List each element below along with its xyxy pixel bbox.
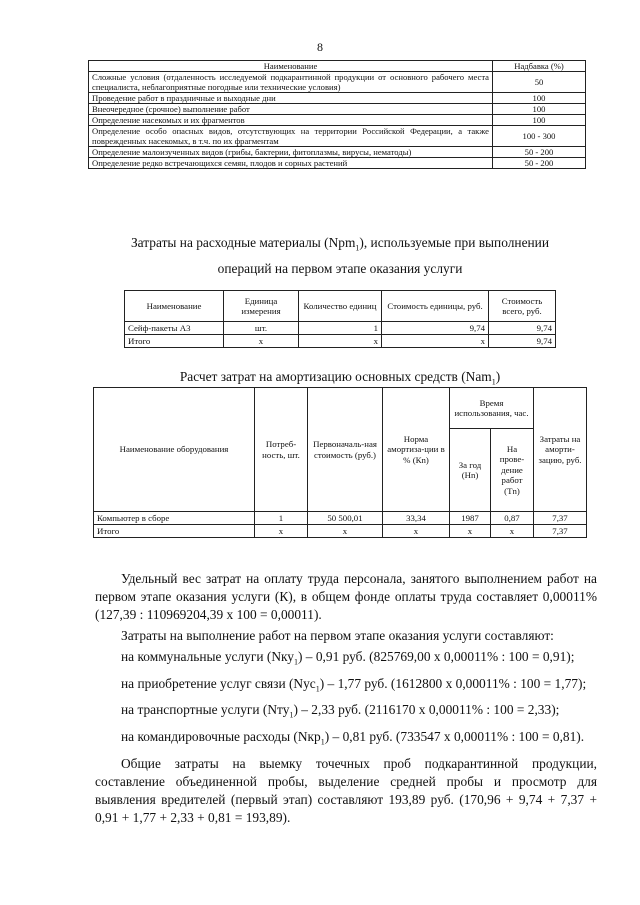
cell-total-cost: 9,74: [489, 322, 556, 335]
cell-unit-cost: х: [382, 335, 489, 348]
paragraph-labor-share: Удельный вес затрат на оплату труда персонала, занятого выполнением работ на первом этапе оказания услуги (К), в общем фонде оплаты труда составляет 0,00011% (127,39 : 110969204,39 х 100 = 0,00011).: [95, 571, 597, 622]
cell-norm: 33,34: [383, 512, 450, 525]
column-header-surcharge: Надбавка (%): [493, 61, 586, 72]
paragraph-costs-intro: Затраты на выполнение работ на первом этапе оказания услуги составляют:: [121, 628, 554, 643]
paragraph-total: Общие затраты на выемку точечных проб подкарантинной продукции, составление объединенной пробы, выделение средней пробы и просмотр для выявления вредителей (первый этап) составляют 193,89 руб. (170,96 + 9,74 + 7,37 + 0,91 + 1,77 + 2,33 + 0,81 = 193,89).: [95, 755, 597, 825]
table-row: [94, 512, 587, 525]
row-name: Внеочередное (срочное) выполнение работ: [89, 104, 493, 115]
cell-name: Сейф-пакеты А3: [125, 322, 224, 335]
cell-quantity: 1: [299, 322, 382, 335]
column-header-unit-cost: Стоимость единицы, руб.: [382, 291, 489, 322]
cell-equipment: Итого: [94, 525, 255, 538]
cell-per-work: х: [491, 525, 534, 538]
column-header-per-year: За год (Нn): [450, 429, 491, 512]
cell-depreciation: 7,37: [534, 525, 587, 538]
depreciation-heading: Расчет затрат на амортизацию основных средств (Nam$_1$): [179, 369, 501, 387]
table-total-row: [125, 335, 556, 348]
cell-unit-cost: 9,74: [382, 322, 489, 335]
surcharge-table: [88, 60, 586, 169]
cell-need: 1: [255, 512, 308, 525]
table-row: [89, 158, 586, 169]
materials-table: [124, 290, 556, 348]
materials-heading: Затраты на расходные материалы (Npm$_1$), используемые при выполнении операций на первом этапе оказания услуги: [130, 235, 550, 276]
column-header-per-work: На прове-дение работ (Тn): [491, 429, 534, 512]
column-header-total-cost: Стоимость всего, руб.: [489, 291, 556, 322]
cell-initial-cost: х: [308, 525, 383, 538]
row-value: 50 - 200: [493, 147, 586, 158]
paragraph-travel: на командировочные расходы (Nкр$_1$) – 0,81 руб. (733547 х 0,00011% : 100 = 0,81).: [121, 729, 585, 747]
column-header-initial-cost: Первоначаль-ная стоимость (руб.): [308, 388, 383, 512]
cell-depreciation: 7,37: [534, 512, 587, 525]
row-value: 100 - 300: [493, 126, 586, 147]
column-header-quantity: Количество единиц: [299, 291, 382, 322]
table-row: [89, 93, 586, 104]
cell-need: х: [255, 525, 308, 538]
column-header-time: Время использования, час.: [450, 388, 534, 429]
table-row: [125, 322, 556, 335]
table-row: [89, 147, 586, 158]
row-name: Определение малоизученных видов (грибы, бактерии, фитоплазмы, вирусы, нематоды): [89, 147, 493, 158]
column-header-name: Наименование: [89, 61, 493, 72]
row-value: 100: [493, 115, 586, 126]
row-name: Определение особо опасных видов, отсутствующих на территории Российской Федерации, а также поврежденных насекомых, в т.ч. по их фрагментам: [89, 126, 493, 147]
cell-unit: шт.: [224, 322, 299, 335]
row-name: Сложные условия (отдаленность исследуемой подкарантинной продукции от основного рабочего места специалиста, неблагоприятные погодные или технические условия): [89, 72, 493, 93]
column-header-equipment: Наименование оборудования: [94, 388, 255, 512]
row-name: Определение насекомых и их фрагментов: [89, 115, 493, 126]
paragraph-utilities: на коммунальные услуги (Nку$_1$) – 0,91 руб. (825769,00 х 0,00011% : 100 = 0,91);: [121, 649, 575, 667]
cell-per-year: 1987: [450, 512, 491, 525]
column-header-name: Наименование: [125, 291, 224, 322]
table-header-row: [94, 388, 587, 429]
row-name: Определение редко встречающихся семян, плодов и сорных растений: [89, 158, 493, 169]
table-total-row: [94, 525, 587, 538]
body-text: [95, 570, 597, 827]
depreciation-table: [93, 387, 587, 538]
paragraph-transport: на транспортные услуги (Nту$_1$) – 2,33 руб. (2116170 х 0,00011% : 100 = 2,33);: [121, 702, 560, 721]
column-header-unit: Единица измерения: [224, 291, 299, 322]
row-value: 100: [493, 104, 586, 115]
row-value: 50 - 200: [493, 158, 586, 169]
column-header-norm: Норма амортиза-ции в % (Кn): [383, 388, 450, 512]
cell-unit: х: [224, 335, 299, 348]
paragraph-communications: на приобретение услуг связи (Nус$_1$) – 1,77 руб. (1612800 х 0,00011% : 100 = 1,77);: [121, 675, 587, 694]
cell-total-cost: 9,74: [489, 335, 556, 348]
page-number: 8: [317, 40, 323, 54]
row-value: 100: [493, 93, 586, 104]
table-row: [89, 115, 586, 126]
row-value: 50: [493, 72, 586, 93]
row-name: Проведение работ в праздничные и выходные дни: [89, 93, 493, 104]
cell-quantity: х: [299, 335, 382, 348]
cell-per-work: 0,87: [491, 512, 534, 525]
table-header-row: [125, 291, 556, 322]
table-row: [89, 104, 586, 115]
cell-norm: х: [383, 525, 450, 538]
table-row: [89, 72, 586, 93]
table-row: [89, 126, 586, 147]
cell-initial-cost: 50 500,01: [308, 512, 383, 525]
cell-per-year: х: [450, 525, 491, 538]
cell-name: Итого: [125, 335, 224, 348]
cell-equipment: Компьютер в сборе: [94, 512, 255, 525]
column-header-depreciation: Затраты на аморти-зацию, руб.: [534, 388, 587, 512]
table-header-row: [89, 61, 586, 72]
column-header-need: Потреб-ность, шт.: [255, 388, 308, 512]
